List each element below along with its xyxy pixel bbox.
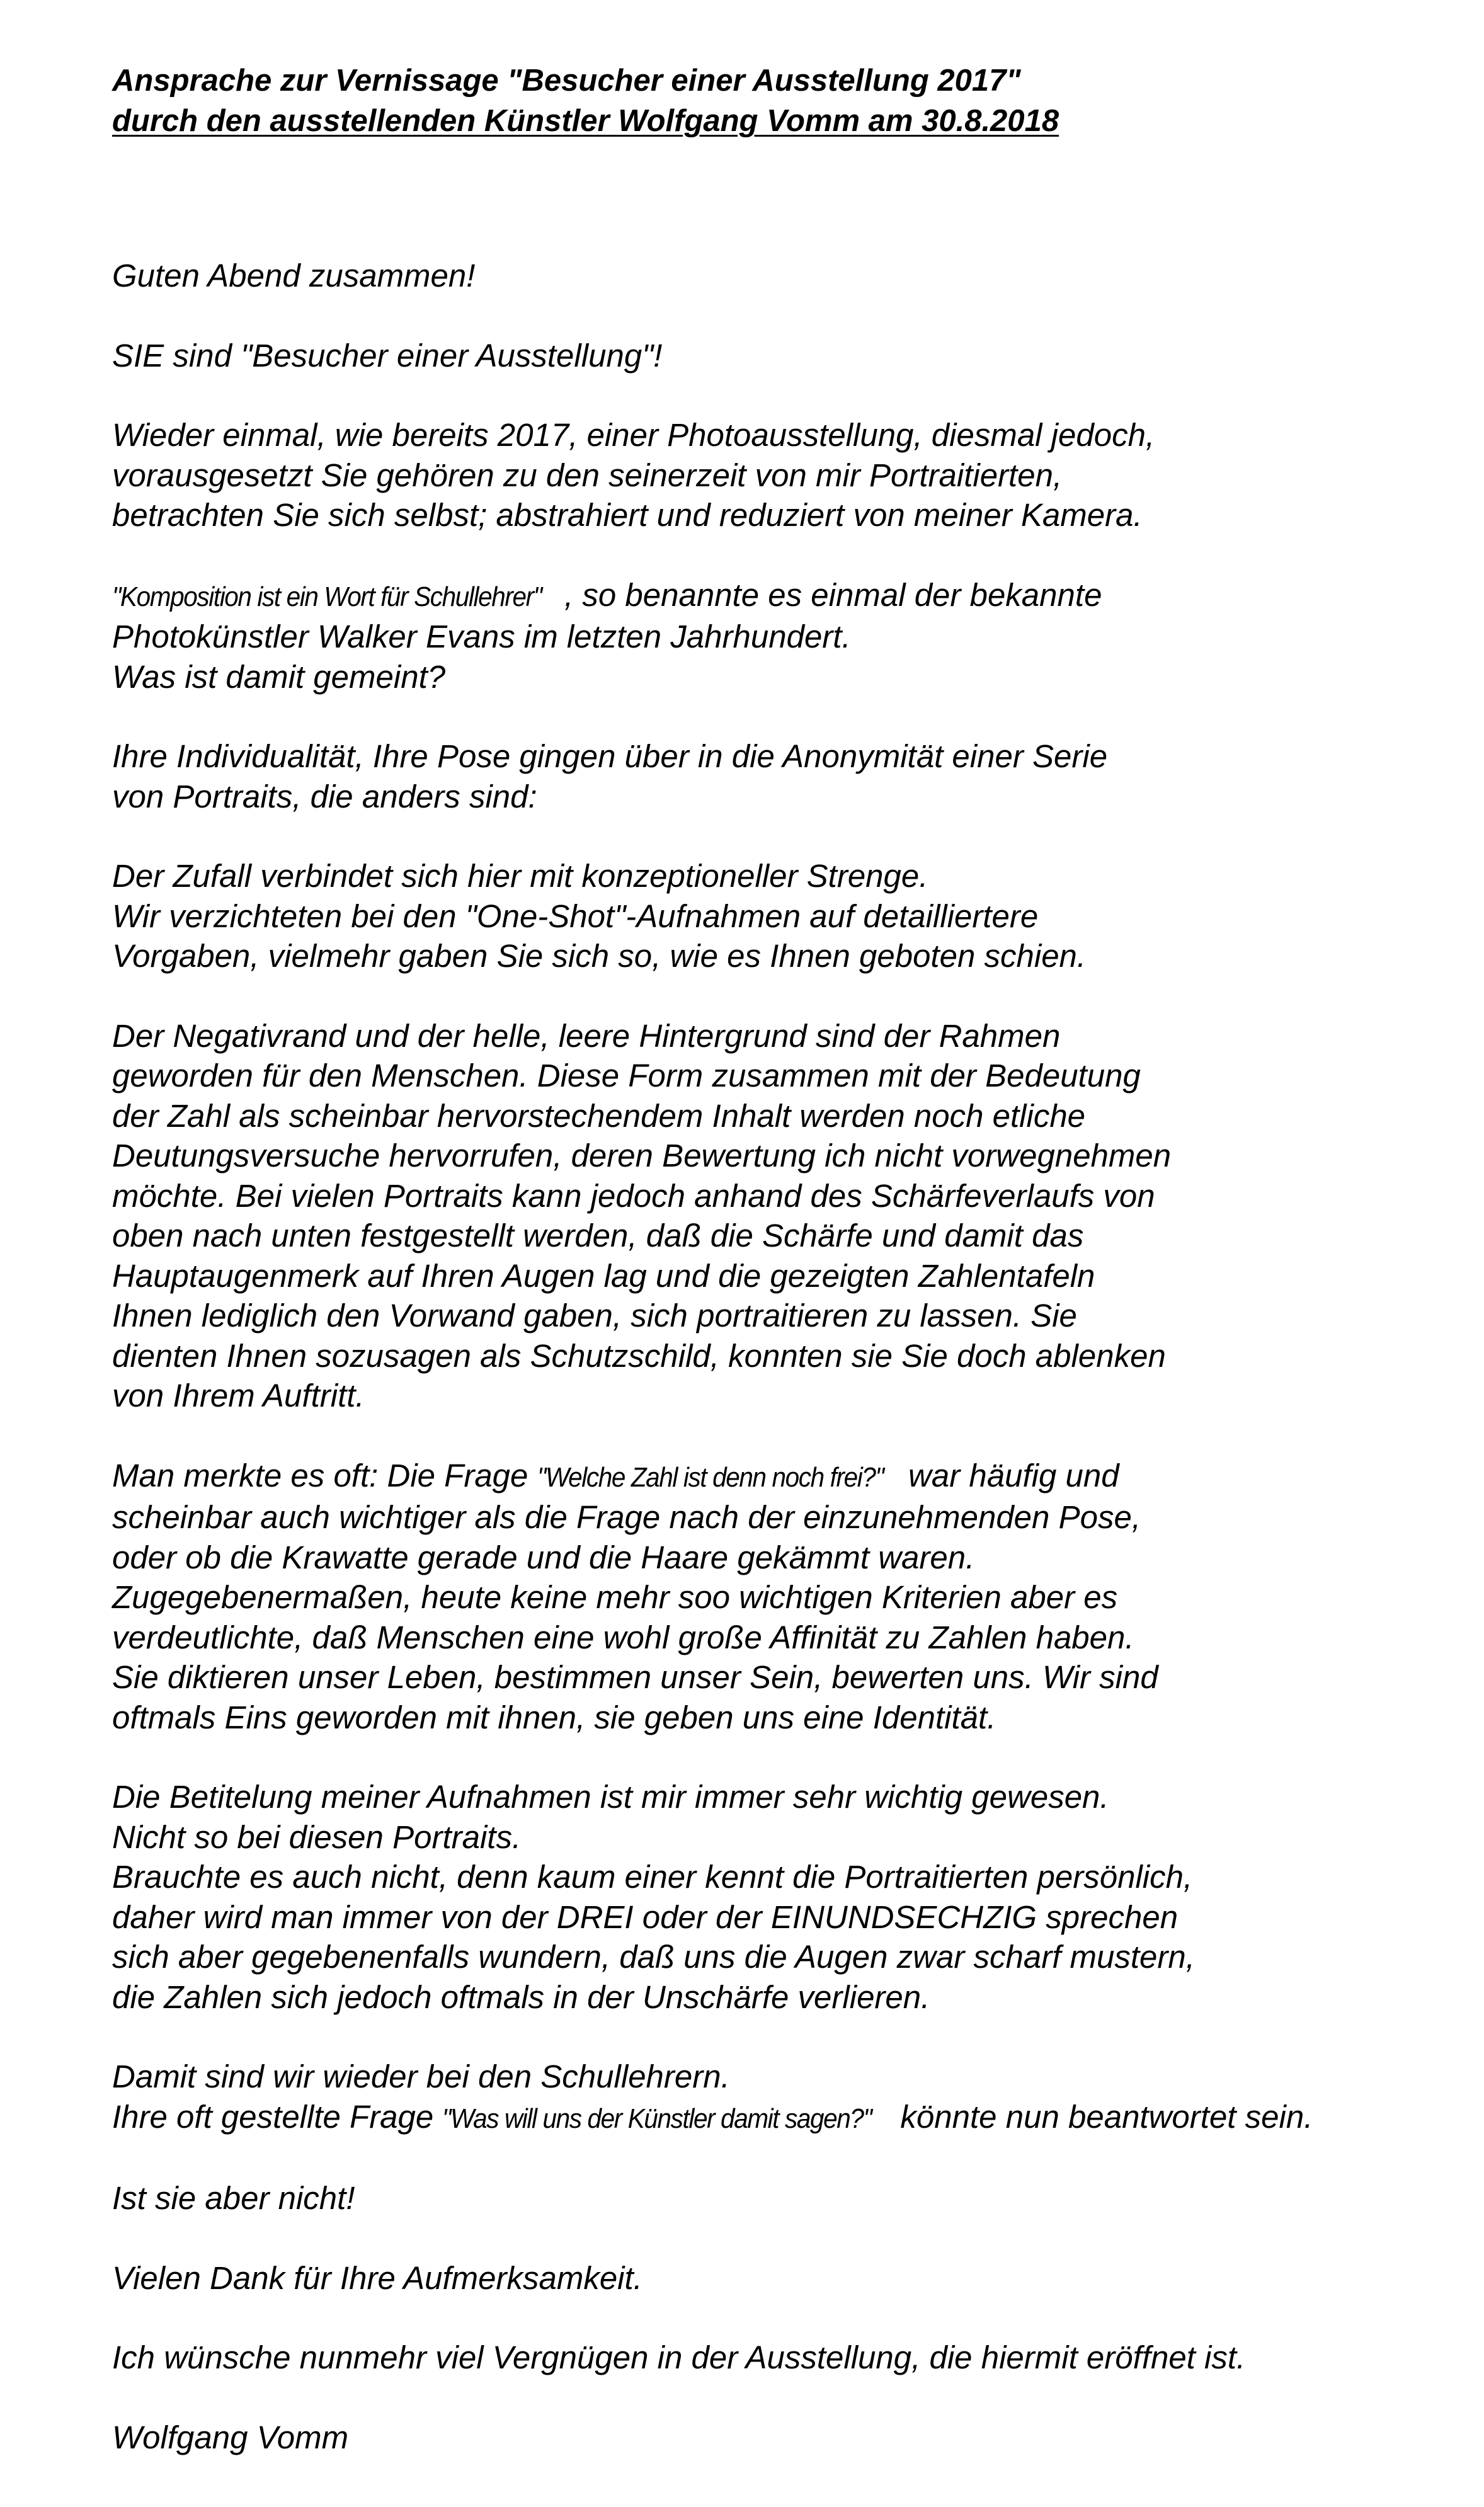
document-page <box>112 60 1435 2455</box>
signature-name: Wolfgang Vomm <box>112 2419 349 2455</box>
paragraph-line: Sie diktieren unser Leben, bestimmen unser Sein, bewerten uns. Wir sind <box>112 1659 1158 1695</box>
paragraph-7 <box>112 1456 1435 1738</box>
paragraph-line: betrachten Sie sich selbst; abstrahiert und reduziert von meiner Kamera. <box>112 497 1143 533</box>
paragraph-line: vorausgesetzt Sie gehören zu den seinerzeit von mir Portraitierten, <box>112 457 1063 493</box>
paragraph-2 <box>112 415 1435 535</box>
paragraph-line: Hauptaugenmerk auf Ihren Augen lag und die gezeigten Zahlentafeln <box>112 1257 1095 1294</box>
paragraph-10 <box>112 2178 1435 2219</box>
paragraph-3 <box>112 575 1435 697</box>
paragraph-line: daher wird man immer von der DREI oder der EINUNDSECHZIG sprechen <box>112 1899 1179 1935</box>
paragraph-line: die Zahlen sich jedoch oftmals in der Unschärfe verlieren. <box>112 1979 930 2015</box>
title-line-1: Ansprache zur Vernissage "Besucher einer Ausstellung 2017" <box>112 64 1021 98</box>
paragraph-line: Nicht so bei diesen Portraits. <box>112 1819 522 1855</box>
paragraph-line: oben nach unten festgestellt werden, daß die Schärfe und damit das <box>112 1218 1084 1254</box>
signature <box>112 2418 1435 2458</box>
paragraph-line: Vorgaben, vielmehr gaben Sie sich so, wie es Ihnen geboten schien. <box>112 938 1087 974</box>
paragraph-line: Was ist damit gemeint? <box>112 658 446 695</box>
paragraph-12 <box>112 2338 1435 2378</box>
paragraph-line <box>112 575 1435 617</box>
paragraph-line: von Ihrem Auftritt. <box>112 1378 365 1413</box>
paragraph-line: scheinbar auch wichtiger als die Frage nach der einzunehmenden Pose, <box>112 1499 1141 1535</box>
paragraph-line: sich aber gegebenenfalls wundern, daß uns die Augen zwar scharf mustern, <box>112 1939 1195 1975</box>
paragraph-line: Ihre Individualität, Ihre Pose gingen über in die Anonymität einer Serie <box>112 738 1108 774</box>
paragraph-line: Wir verzichteten bei den "One-Shot"-Aufnahmen auf detailliertere <box>112 898 1039 934</box>
paragraph-line: Ich wünsche nunmehr viel Vergnügen in der Ausstellung, die hiermit eröffnet ist. <box>112 2339 1246 2375</box>
paragraph-1 <box>112 336 1435 376</box>
paragraph-line: geworden für den Menschen. Diese Form zusammen mit der Bedeutung <box>112 1058 1141 1094</box>
paragraph-line: oder ob die Krawatte gerade und die Haare gekämmt waren. <box>112 1539 975 1575</box>
paragraph-line: Ist sie aber nicht! <box>112 2180 355 2216</box>
paragraph-9 <box>112 2057 1435 2139</box>
paragraph-line: Die Betitelung meiner Aufnahmen ist mir immer sehr wichtig gewesen. <box>112 1779 1109 1815</box>
paragraph-line: dienten Ihnen sozusagen als Schutzschild, konnten sie Sie doch ablenken <box>112 1337 1166 1374</box>
paragraph-line: der Zahl als scheinbar hervorstechendem Inhalt werden noch etliche <box>112 1097 1086 1134</box>
paragraph-line: Zugegebenermaßen, heute keine mehr soo wichtigen Kriterien aber es <box>112 1579 1118 1615</box>
paragraph-line: Wieder einmal, wie bereits 2017, einer Photoausstellung, diesmal jedoch, <box>112 417 1155 453</box>
paragraph-line <box>112 1456 1435 1498</box>
paragraph-line-rest: , so benannte es einmal der bekannte <box>564 576 1102 613</box>
paragraph-line-pre: Ihre oft gestellte Frage <box>112 2098 443 2135</box>
paragraph-line-pre: Man merkte es oft: Die Frage <box>112 1457 537 1493</box>
evans-quote: "Komposition ist ein Wort für Schullehrer" <box>112 581 542 612</box>
greeting-line: Guten Abend zusammen! <box>112 258 476 294</box>
paragraph-line: verdeutlichte, daß Menschen eine wohl große Affinität zu Zahlen haben. <box>112 1619 1134 1655</box>
paragraph-line: Der Zufall verbindet sich hier mit konzeptioneller Strenge. <box>112 858 928 894</box>
paragraph-line: Damit sind wir wieder bei den Schullehrern. <box>112 2059 730 2094</box>
paragraph-line: SIE sind "Besucher einer Ausstellung"! <box>112 337 663 374</box>
paragraph-line: Vielen Dank für Ihre Aufmerksamkeit. <box>112 2259 642 2296</box>
paragraph-line: Ihnen lediglich den Vorwand gaben, sich portraitieren zu lassen. Sie <box>112 1298 1077 1333</box>
paragraph-5 <box>112 856 1435 976</box>
paragraph-line-post: könnte nun beantwortet sein. <box>891 2098 1313 2135</box>
artist-question-quote: "Was will uns der Künstler damit sagen?" <box>442 2103 872 2134</box>
title-line-2: durch den ausstellenden Künstler Wolfgang Vomm am 30.8.2018 <box>112 104 1059 138</box>
paragraph-6 <box>112 1016 1435 1416</box>
speech-body <box>112 256 1435 2497</box>
speech-header <box>112 60 1435 141</box>
paragraph-4 <box>112 736 1435 816</box>
number-question-quote: "Welche Zahl ist denn noch frei?" <box>537 1461 884 1493</box>
paragraph-line: Photokünstler Walker Evans im letzten Jahrhundert. <box>112 619 851 654</box>
paragraph-line: Der Negativrand und der helle, leere Hintergrund sind der Rahmen <box>112 1017 1061 1054</box>
paragraph-line: oftmals Eins geworden mit ihnen, sie geben uns eine Identität. <box>112 1699 996 1735</box>
paragraph-line <box>112 2097 1435 2139</box>
greeting <box>112 256 1435 296</box>
paragraph-line-post: war häufig und <box>899 1457 1119 1493</box>
paragraph-11 <box>112 2258 1435 2299</box>
paragraph-8 <box>112 1777 1435 2017</box>
paragraph-line: Deutungsversuche hervorrufen, deren Bewertung ich nicht vorwegnehmen <box>112 1138 1172 1174</box>
paragraph-line: von Portraits, die anders sind: <box>112 778 537 814</box>
paragraph-line: möchte. Bei vielen Portraits kann jedoch anhand des Schärfeverlaufs von <box>112 1177 1155 1214</box>
paragraph-line: Brauchte es auch nicht, denn kaum einer kennt die Portraitierten persönlich, <box>112 1859 1193 1895</box>
